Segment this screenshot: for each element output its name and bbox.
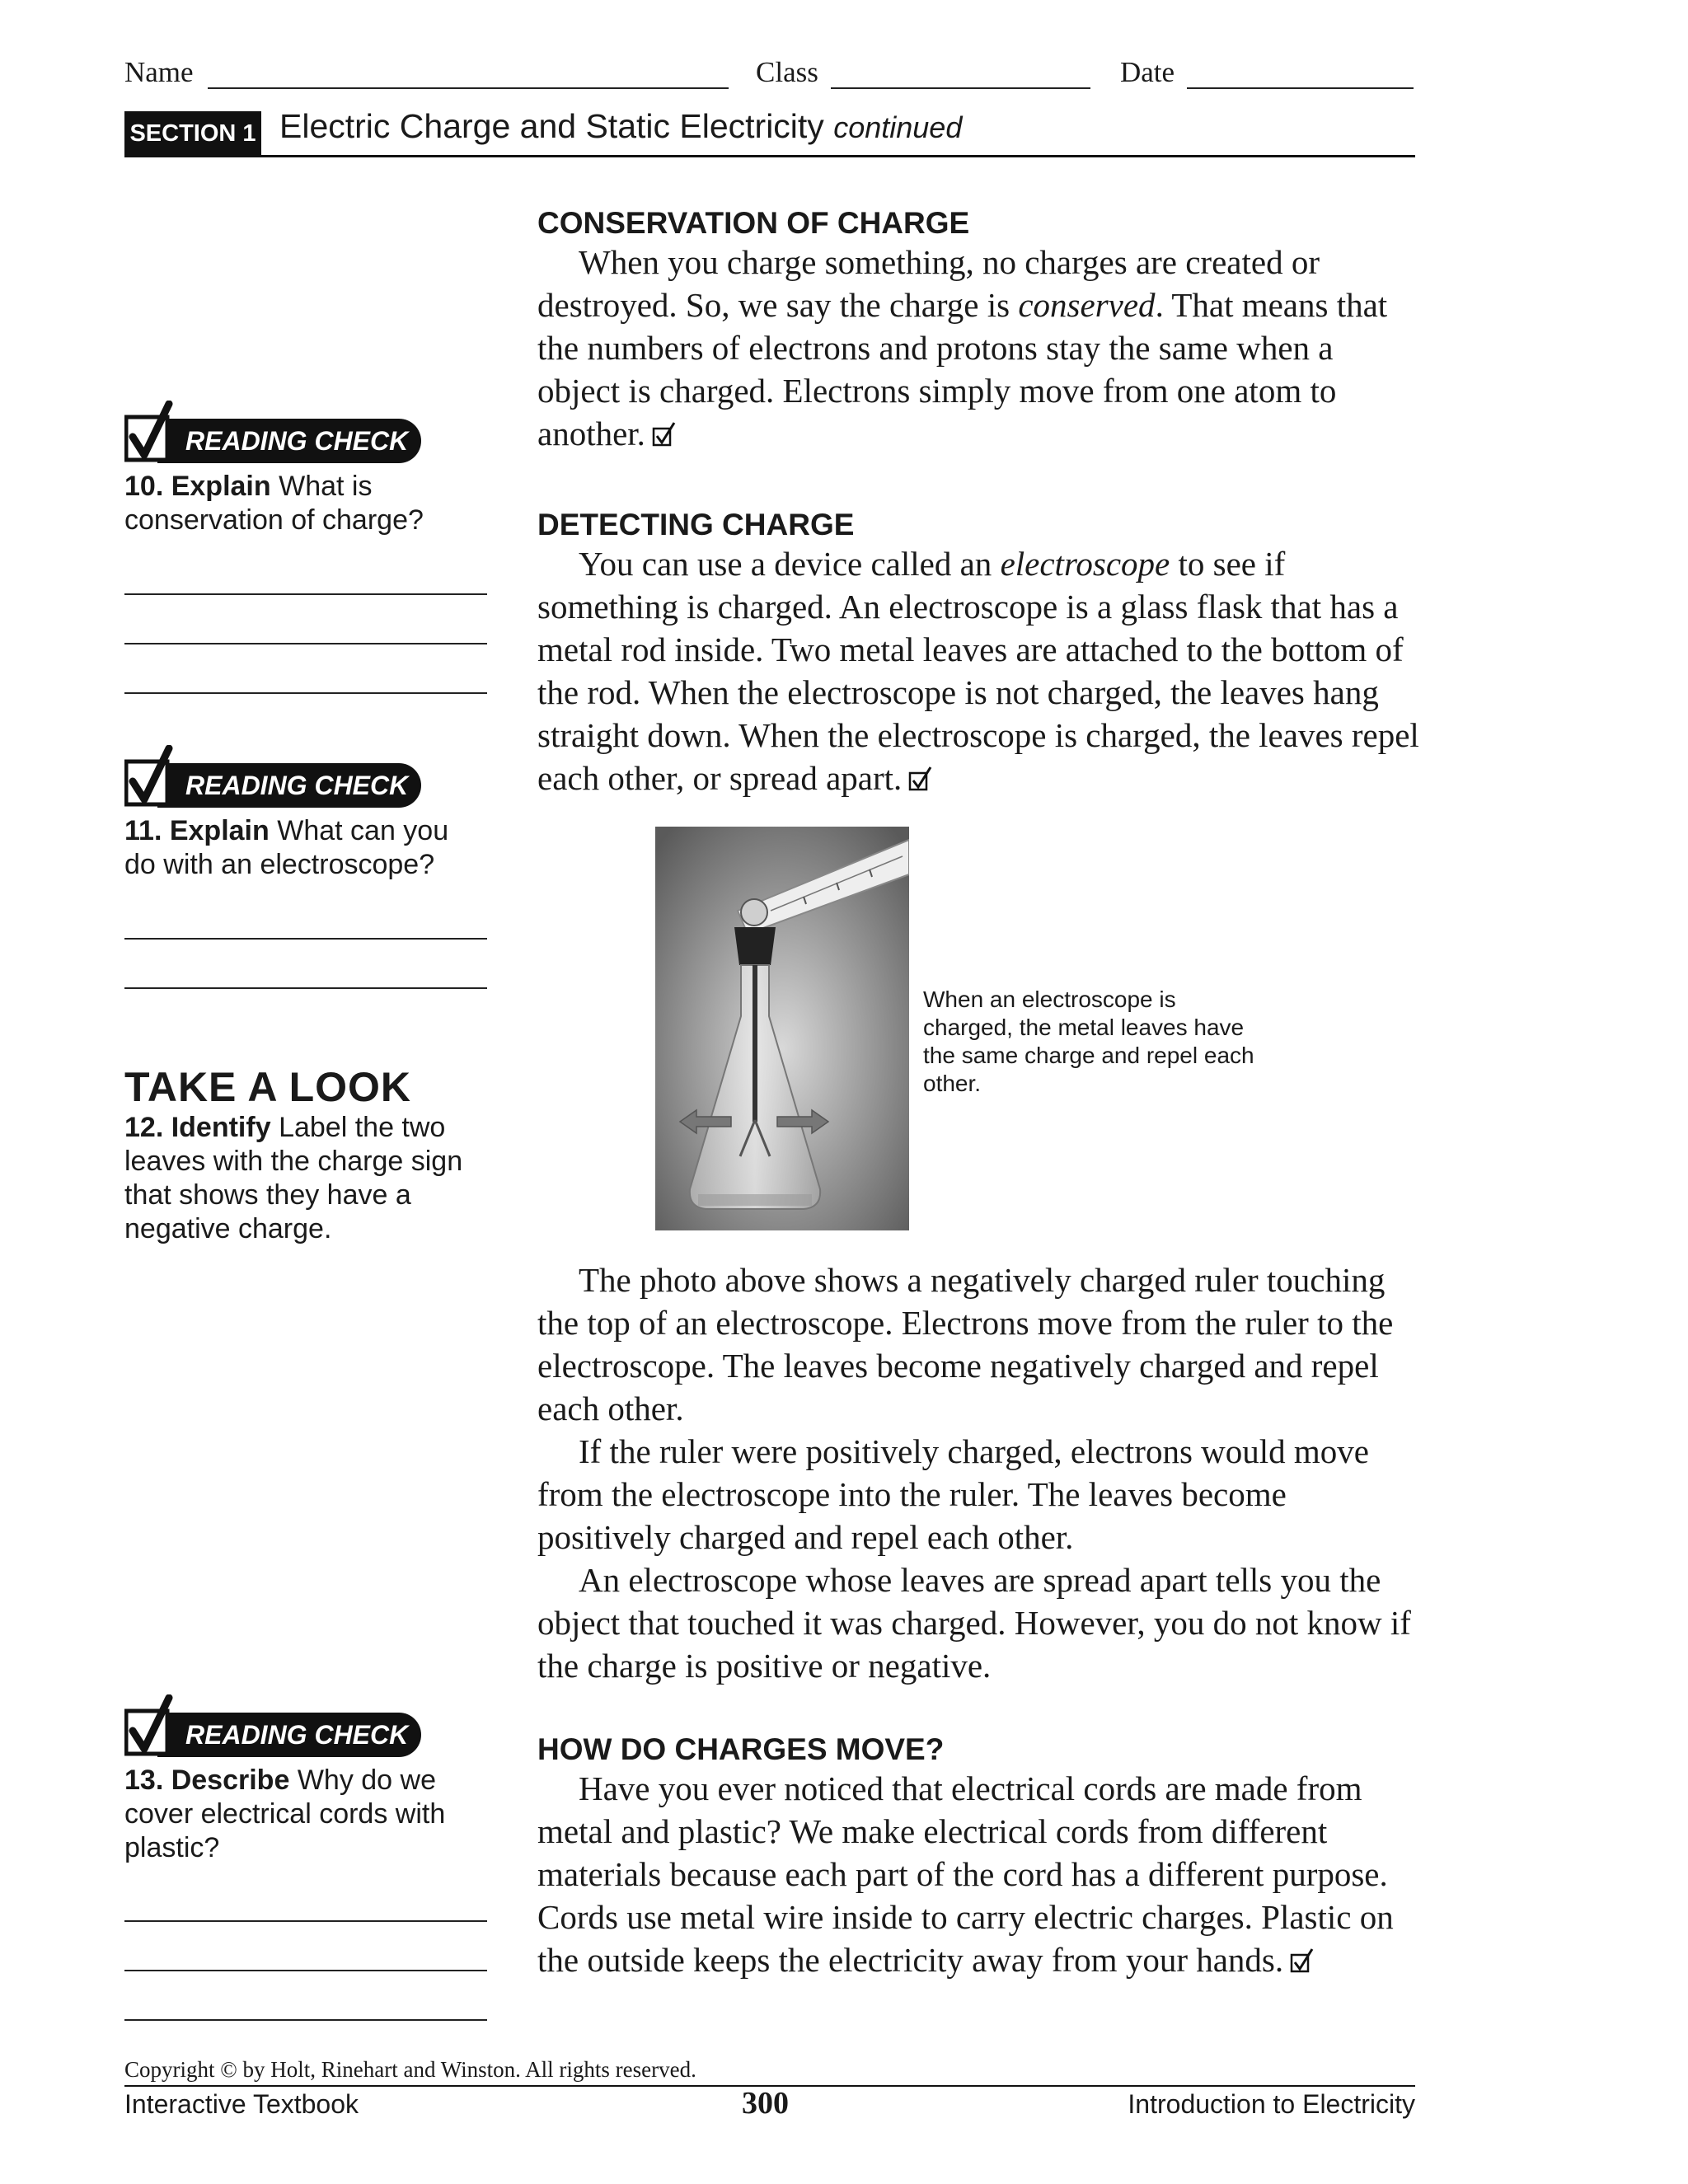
question-11: 11. Explain What can you do with an electroscope? (124, 815, 449, 880)
reading-check-badge (124, 757, 421, 808)
reading-check-label: READING CHECK (157, 1713, 421, 1757)
reading-check-badge (124, 1706, 421, 1757)
detecting-section (537, 508, 1419, 799)
paragraph-positive: If the ruler were positively charged, electrons would move from the electroscope into the ruler. The leaves become positively charged and repel each other. (537, 1432, 1369, 1556)
answer-line-11-2[interactable] (124, 987, 487, 989)
name-field[interactable] (208, 87, 729, 89)
section-title (279, 107, 962, 146)
checkmark-icon (124, 745, 179, 809)
answer-line-11-1[interactable] (124, 938, 487, 940)
conservation-body: When you charge something, no charges are created or destroyed. So, we say the charge is conserved. That means that the numbers of electrons and protons stay the same when a object is charged. Electrons simply move from one atom to another. (537, 243, 1388, 452)
section-badge: SECTION 1 (124, 111, 261, 156)
question-12: 12. Identify Label the two leaves with the charge sign that shows they have a negative charge. (124, 1112, 463, 1244)
footer-book-title: Interactive Textbook (124, 2089, 359, 2119)
take-a-look-12 (124, 1063, 487, 1246)
answer-line-13-3[interactable] (124, 2019, 487, 2021)
copyright: Copyright © by Holt, Rinehart and Winston. All rights reserved. (124, 2057, 696, 2082)
take-a-look-heading: TAKE A LOOK (124, 1064, 412, 1110)
page-number: 300 (742, 2086, 789, 2121)
conservation-section (537, 206, 1419, 455)
name-label: Name (124, 56, 194, 88)
moving-body: Have you ever noticed that electrical cords are made from metal and plastic? We make electrical cords from different materials because each part of the cord has a different purpose. Cords use metal wire inside to carry electric charges. Plastic on the outside keeps the electricity away from your hands. (537, 1769, 1394, 1979)
reading-check-marker-icon (1290, 1948, 1315, 1973)
answer-line-10-1[interactable] (124, 593, 487, 595)
reading-check-10 (124, 412, 487, 537)
paragraph-negative: The photo above shows a negatively charged ruler touching the top of an electroscope. Electrons move from the ruler to the electroscope. The leaves become negatively charged and repel each other. (537, 1261, 1394, 1427)
reading-check-11 (124, 757, 487, 882)
section-rule (124, 155, 1415, 157)
figure-caption: When an electroscope is charged, the metal leaves have the same charge and repel each other. (923, 987, 1254, 1096)
reading-check-badge (124, 412, 421, 463)
answer-line-10-2[interactable] (124, 643, 487, 644)
class-label: Class (756, 56, 818, 88)
reading-check-marker-icon (652, 422, 677, 447)
electroscope-explanation (537, 1258, 1419, 1687)
checkmark-icon (124, 1694, 179, 1759)
conservation-heading: CONSERVATION OF CHARGE (537, 206, 970, 240)
reading-check-label: READING CHECK (157, 419, 421, 463)
detecting-heading: DETECTING CHARGE (537, 508, 855, 541)
checkmark-icon (124, 401, 179, 465)
reading-check-label: READING CHECK (157, 763, 421, 808)
reading-check-marker-icon (908, 766, 933, 791)
answer-line-13-1[interactable] (124, 1920, 487, 1922)
class-field[interactable] (831, 87, 1090, 89)
question-10: 10. Explain What is conservation of charge? (124, 471, 424, 536)
answer-line-13-2[interactable] (124, 1970, 487, 1971)
paragraph-unknown-sign: An electroscope whose leaves are spread apart tells you the object that touched it was charged. However, you do not know if the charge is positive or negative. (537, 1561, 1411, 1685)
section-title-text: Electric Charge and Static Electricity (279, 107, 824, 145)
moving-section (537, 1732, 1419, 1981)
date-field[interactable] (1187, 87, 1414, 89)
moving-heading: HOW DO CHARGES MOVE? (537, 1732, 945, 1766)
answer-line-10-3[interactable] (124, 692, 487, 694)
electroscope-photo (655, 827, 909, 1230)
date-label: Date (1120, 56, 1175, 88)
section-continued: continued (833, 110, 963, 144)
reading-check-13 (124, 1706, 487, 1865)
question-13: 13. Describe Why do we cover electrical cords with plastic? (124, 1765, 446, 1863)
footer-chapter-title: Introduction to Electricity (1128, 2089, 1415, 2119)
detecting-body: You can use a device called an electroscope to see if something is charged. An electroscope is a glass flask that has a metal rod inside. Two metal leaves are attached to the bottom of the rod. When the electroscope is not charged, the leaves hang straight down. When the electroscope is charged, the leaves repel each other, or spread apart. (537, 545, 1419, 797)
